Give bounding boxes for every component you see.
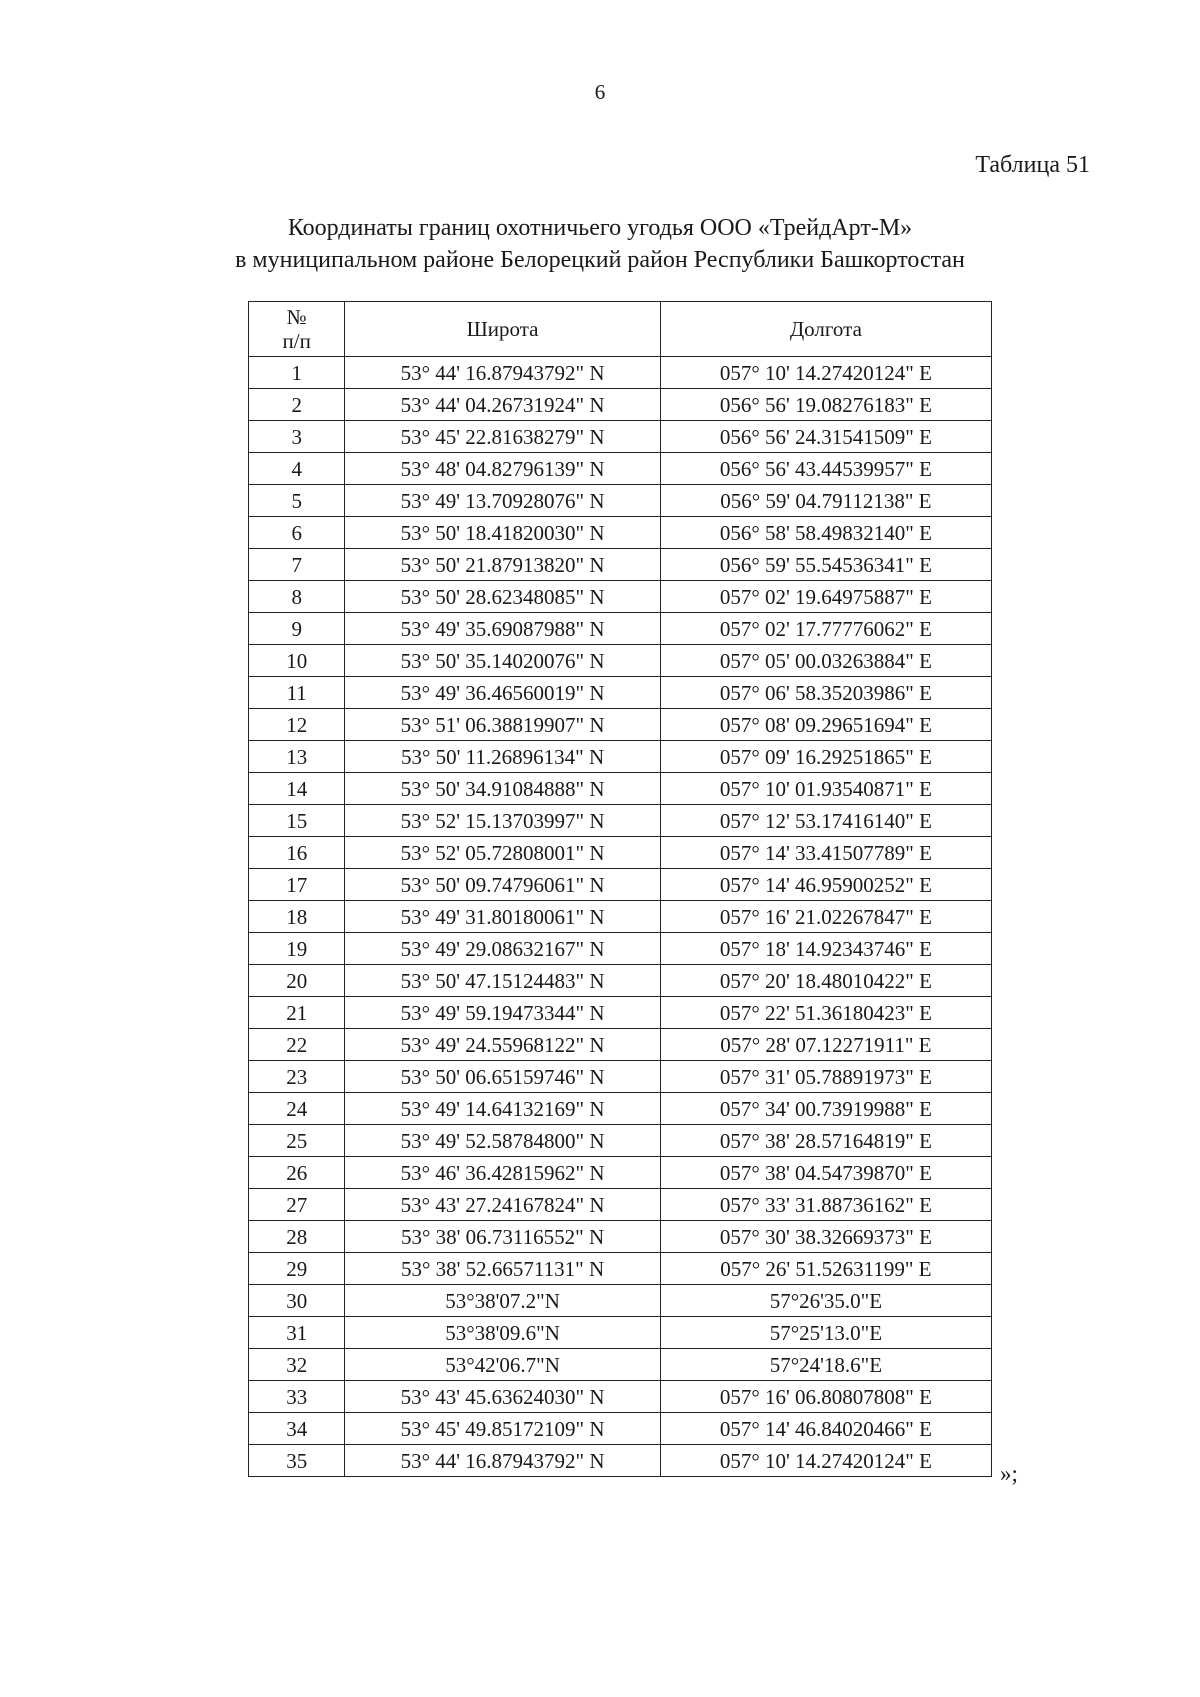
table-header-row xyxy=(249,302,992,357)
latitude-cell: 53° 44' 04.26731924" N xyxy=(345,389,660,421)
longitude-cell: 057° 33' 31.88736162" E xyxy=(660,1189,991,1221)
latitude-cell: 53° 49' 52.58784800" N xyxy=(345,1125,660,1157)
latitude-cell: 53° 52' 05.72808001" N xyxy=(345,837,660,869)
longitude-cell: 056° 59' 55.54536341" E xyxy=(660,549,991,581)
row-number-cell: 33 xyxy=(249,1381,345,1413)
table-row xyxy=(249,581,992,613)
table-row xyxy=(249,1093,992,1125)
row-number-cell: 9 xyxy=(249,613,345,645)
table-row xyxy=(249,677,992,709)
coordinates-table xyxy=(248,301,992,1477)
latitude-cell: 53° 50' 06.65159746" N xyxy=(345,1061,660,1093)
table-row xyxy=(249,773,992,805)
table-row xyxy=(249,549,992,581)
longitude-cell: 057° 14' 46.95900252" E xyxy=(660,869,991,901)
row-number-cell: 10 xyxy=(249,645,345,677)
latitude-cell: 53°38'07.2"N xyxy=(345,1285,660,1317)
row-number-cell: 4 xyxy=(249,453,345,485)
latitude-cell: 53° 44' 16.87943792" N xyxy=(345,1445,660,1477)
longitude-cell: 057° 16' 06.80807808" E xyxy=(660,1381,991,1413)
longitude-cell: 057° 06' 58.35203986" E xyxy=(660,677,991,709)
longitude-cell: 057° 02' 17.77776062" E xyxy=(660,613,991,645)
longitude-cell: 057° 20' 18.48010422" E xyxy=(660,965,991,997)
longitude-cell: 056° 56' 19.08276183" E xyxy=(660,389,991,421)
row-number-cell: 6 xyxy=(249,517,345,549)
table-row xyxy=(249,485,992,517)
table-row xyxy=(249,1061,992,1093)
table-row xyxy=(249,965,992,997)
table-row xyxy=(249,1445,992,1477)
latitude-cell: 53° 49' 13.70928076" N xyxy=(345,485,660,517)
longitude-cell: 057° 16' 21.02267847" E xyxy=(660,901,991,933)
document-heading xyxy=(0,212,1200,276)
longitude-cell: 57°26'35.0"E xyxy=(660,1285,991,1317)
heading-line-1: Координаты границ охотничьего угодья ООО «ТрейдАрт-М» xyxy=(287,215,913,241)
longitude-cell: 056° 56' 43.44539957" E xyxy=(660,453,991,485)
row-number-cell: 28 xyxy=(249,1221,345,1253)
latitude-cell: 53° 46' 36.42815962" N xyxy=(345,1157,660,1189)
table-label: Таблица 51 xyxy=(975,152,1090,178)
row-number-cell: 17 xyxy=(249,869,345,901)
header-latitude: Широта xyxy=(345,302,660,357)
longitude-cell: 057° 28' 07.12271911" E xyxy=(660,1029,991,1061)
header-number-abbr: п/п xyxy=(282,329,311,353)
header-number-symbol: № xyxy=(286,305,307,329)
table-row xyxy=(249,709,992,741)
table-row xyxy=(249,421,992,453)
longitude-cell: 057° 08' 09.29651694" E xyxy=(660,709,991,741)
longitude-cell: 056° 59' 04.79112138" E xyxy=(660,485,991,517)
latitude-cell: 53°42'06.7"N xyxy=(345,1349,660,1381)
page-number: 6 xyxy=(594,80,606,104)
row-number-cell: 14 xyxy=(249,773,345,805)
longitude-cell: 056° 58' 58.49832140" E xyxy=(660,517,991,549)
longitude-cell: 057° 38' 04.54739870" E xyxy=(660,1157,991,1189)
row-number-cell: 19 xyxy=(249,933,345,965)
table-row xyxy=(249,1221,992,1253)
latitude-cell: 53° 38' 52.66571131" N xyxy=(345,1253,660,1285)
latitude-cell: 53° 43' 27.24167824" N xyxy=(345,1189,660,1221)
table-row xyxy=(249,645,992,677)
heading-line-2: в муниципальном районе Белорецкий район Республики Башкортостан xyxy=(235,247,965,273)
table-row xyxy=(249,1413,992,1445)
table-row xyxy=(249,869,992,901)
table-body xyxy=(249,357,992,1477)
row-number-cell: 26 xyxy=(249,1157,345,1189)
row-number-cell: 16 xyxy=(249,837,345,869)
longitude-cell: 056° 56' 24.31541509" E xyxy=(660,421,991,453)
table-row xyxy=(249,805,992,837)
table-row xyxy=(249,997,992,1029)
table-row xyxy=(249,1317,992,1349)
row-number-cell: 23 xyxy=(249,1061,345,1093)
longitude-cell: 057° 22' 51.36180423" E xyxy=(660,997,991,1029)
header-longitude: Долгота xyxy=(660,302,991,357)
latitude-cell: 53° 50' 28.62348085" N xyxy=(345,581,660,613)
longitude-cell: 57°25'13.0"E xyxy=(660,1317,991,1349)
table-row xyxy=(249,517,992,549)
latitude-cell: 53° 49' 59.19473344" N xyxy=(345,997,660,1029)
latitude-cell: 53° 45' 22.81638279" N xyxy=(345,421,660,453)
longitude-cell: 057° 10' 14.27420124" E xyxy=(660,1445,991,1477)
row-number-cell: 8 xyxy=(249,581,345,613)
longitude-cell: 057° 05' 00.03263884" E xyxy=(660,645,991,677)
row-number-cell: 3 xyxy=(249,421,345,453)
table-row xyxy=(249,901,992,933)
latitude-cell: 53° 49' 14.64132169" N xyxy=(345,1093,660,1125)
table-row xyxy=(249,837,992,869)
longitude-cell: 057° 38' 28.57164819" E xyxy=(660,1125,991,1157)
longitude-cell: 057° 10' 01.93540871" E xyxy=(660,773,991,805)
row-number-cell: 12 xyxy=(249,709,345,741)
row-number-cell: 35 xyxy=(249,1445,345,1477)
row-number-cell: 13 xyxy=(249,741,345,773)
longitude-cell: 057° 26' 51.52631199" E xyxy=(660,1253,991,1285)
longitude-cell: 057° 12' 53.17416140" E xyxy=(660,805,991,837)
longitude-cell: 057° 30' 38.32669373" E xyxy=(660,1221,991,1253)
longitude-cell: 057° 14' 33.41507789" E xyxy=(660,837,991,869)
latitude-cell: 53° 50' 18.41820030" N xyxy=(345,517,660,549)
latitude-cell: 53° 52' 15.13703997" N xyxy=(345,805,660,837)
row-number-cell: 30 xyxy=(249,1285,345,1317)
row-number-cell: 5 xyxy=(249,485,345,517)
row-number-cell: 34 xyxy=(249,1413,345,1445)
table-row xyxy=(249,1253,992,1285)
latitude-cell: 53° 38' 06.73116552" N xyxy=(345,1221,660,1253)
longitude-cell: 057° 10' 14.27420124" E xyxy=(660,357,991,389)
latitude-cell: 53° 51' 06.38819907" N xyxy=(345,709,660,741)
longitude-cell: 057° 14' 46.84020466" E xyxy=(660,1413,991,1445)
longitude-cell: 57°24'18.6"E xyxy=(660,1349,991,1381)
latitude-cell: 53° 43' 45.63624030" N xyxy=(345,1381,660,1413)
table-row xyxy=(249,933,992,965)
table-row xyxy=(249,453,992,485)
latitude-cell: 53° 49' 31.80180061" N xyxy=(345,901,660,933)
table-row xyxy=(249,1029,992,1061)
latitude-cell: 53° 49' 29.08632167" N xyxy=(345,933,660,965)
row-number-cell: 31 xyxy=(249,1317,345,1349)
table-row xyxy=(249,1285,992,1317)
header-number xyxy=(249,302,345,357)
row-number-cell: 11 xyxy=(249,677,345,709)
latitude-cell: 53° 48' 04.82796139" N xyxy=(345,453,660,485)
table-row xyxy=(249,389,992,421)
table-row xyxy=(249,1349,992,1381)
table-row xyxy=(249,357,992,389)
table-row xyxy=(249,1125,992,1157)
latitude-cell: 53°38'09.6"N xyxy=(345,1317,660,1349)
table-row xyxy=(249,741,992,773)
table-row xyxy=(249,613,992,645)
row-number-cell: 22 xyxy=(249,1029,345,1061)
latitude-cell: 53° 49' 35.69087988" N xyxy=(345,613,660,645)
latitude-cell: 53° 50' 21.87913820" N xyxy=(345,549,660,581)
longitude-cell: 057° 09' 16.29251865" E xyxy=(660,741,991,773)
row-number-cell: 21 xyxy=(249,997,345,1029)
row-number-cell: 29 xyxy=(249,1253,345,1285)
row-number-cell: 24 xyxy=(249,1093,345,1125)
table-row xyxy=(249,1157,992,1189)
latitude-cell: 53° 44' 16.87943792" N xyxy=(345,357,660,389)
latitude-cell: 53° 50' 11.26896134" N xyxy=(345,741,660,773)
closing-quote-mark: »; xyxy=(1000,1461,1018,1486)
row-number-cell: 15 xyxy=(249,805,345,837)
row-number-cell: 18 xyxy=(249,901,345,933)
row-number-cell: 20 xyxy=(249,965,345,997)
latitude-cell: 53° 50' 47.15124483" N xyxy=(345,965,660,997)
longitude-cell: 057° 18' 14.92343746" E xyxy=(660,933,991,965)
row-number-cell: 2 xyxy=(249,389,345,421)
latitude-cell: 53° 50' 34.91084888" N xyxy=(345,773,660,805)
row-number-cell: 27 xyxy=(249,1189,345,1221)
latitude-cell: 53° 49' 24.55968122" N xyxy=(345,1029,660,1061)
row-number-cell: 32 xyxy=(249,1349,345,1381)
longitude-cell: 057° 02' 19.64975887" E xyxy=(660,581,991,613)
row-number-cell: 7 xyxy=(249,549,345,581)
latitude-cell: 53° 50' 35.14020076" N xyxy=(345,645,660,677)
row-number-cell: 25 xyxy=(249,1125,345,1157)
latitude-cell: 53° 45' 49.85172109" N xyxy=(345,1413,660,1445)
row-number-cell: 1 xyxy=(249,357,345,389)
longitude-cell: 057° 31' 05.78891973" E xyxy=(660,1061,991,1093)
latitude-cell: 53° 50' 09.74796061" N xyxy=(345,869,660,901)
longitude-cell: 057° 34' 00.73919988" E xyxy=(660,1093,991,1125)
table-row xyxy=(249,1189,992,1221)
latitude-cell: 53° 49' 36.46560019" N xyxy=(345,677,660,709)
table-row xyxy=(249,1381,992,1413)
